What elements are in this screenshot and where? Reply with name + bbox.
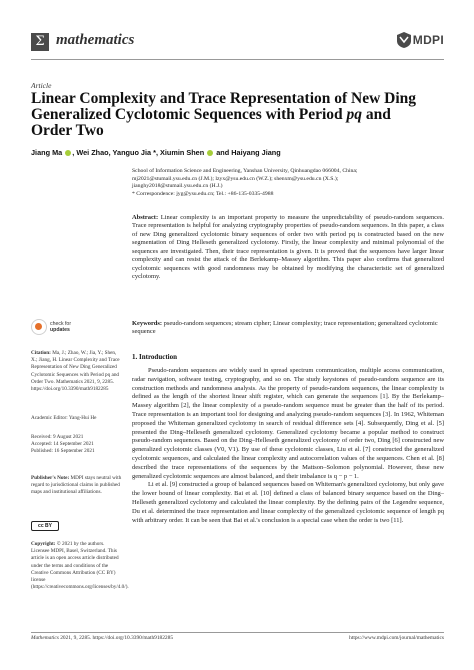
keywords xyxy=(132,320,444,337)
section-heading: 1. Introduction xyxy=(132,353,177,361)
copyright-text: © 2021 by the authors. Licensee MDPI, Basel, Switzerland. This article is an open access article distributed under the terms and conditions of the Creative Commons Attribution (CC BY) license (https://creativecommons.org/licenses/by/4.0/). xyxy=(31,541,129,591)
author-name[interactable]: Wei Zhao, Yanguo Jia *, Xiumin Shen xyxy=(76,148,205,157)
abstract-text: Linear complexity is an important property to measure the unpredictability of pseudo-random sequences. Trace representation is helpful for analyzing cryptography properties of pseudo-random sequences. In this paper, a class of new Ding generalized cyclotomic binary sequences of order two with period pq is constructed based on the new segmentation of Ding Helleseth generalized cyclotomy. Firstly, the linear complexity and minimal polynomial of the sequences are investigated. Then, their trace representation is given. It is proved that the sequences have larger linear complexity and can resist the attack of the Berlekamp–Massey algorithm. This paper also confirms that generalized cyclotomic sequences with good randomness may be obtained by modifying the characteristic set of generalized cyclotomy. xyxy=(132,214,444,281)
updates-label: updates xyxy=(50,327,70,333)
introduction-body xyxy=(132,367,444,525)
publisher-name: MDPI xyxy=(412,33,444,47)
affiliation-emails[interactable]: jianghy2018@stumail.ysu.edu.cn (H.J.) xyxy=(132,183,223,189)
cc-by-license-icon[interactable]: cc BY xyxy=(31,521,59,531)
check-updates-icon[interactable] xyxy=(31,319,47,335)
article-type: Article xyxy=(31,81,52,90)
abstract xyxy=(132,214,444,282)
received-date: Received: 9 August 2021 xyxy=(31,434,84,440)
affiliation-block xyxy=(132,168,444,198)
publication-dates xyxy=(31,434,123,456)
academic-editor: Academic Editor: Yang-Hui He xyxy=(31,415,97,421)
journal-logo-icon: Σ xyxy=(31,33,49,51)
copyright-block xyxy=(31,541,129,591)
abstract-label: Abstract: xyxy=(132,214,159,221)
check-for-updates-badge[interactable] xyxy=(31,319,71,335)
citation-label: Citation: xyxy=(31,350,51,356)
accepted-date: Accepted: 14 September 2021 xyxy=(31,441,94,448)
author-name[interactable]: Jiang Ma xyxy=(31,148,63,157)
mdpi-shield-icon xyxy=(397,32,411,48)
article-title: Linear Complexity and Trace Representation of New Ding Generalized Cyclotomic Sequences with Period pq and Order Two xyxy=(31,90,417,139)
publisher-note xyxy=(31,475,123,497)
citation-text: Ma, J.; Zhao, W.; Jia, Y.; Shen, X.; Jiang, H. Linear Complexity and Trace Representation of New Ding Generalized Cyclotomic Sequences with Period pq and Order Two. Mathematics 2021, 9, 2285. https://doi.org/10.3390/math9182285 xyxy=(31,350,120,393)
publisher-note-label: Publisher's Note: xyxy=(31,475,70,481)
footer-divider xyxy=(31,632,444,633)
keywords-text: pseudo-random sequences; stream cipher; Linear complexity; trace representation; generalized cyclotomic sequence xyxy=(132,320,438,336)
orcid-icon[interactable] xyxy=(207,150,213,156)
affiliation-emails[interactable]: mj2021@stumail.ysu.edu.cn (J.M.); lzyx@ysu.edu.cn (W.Z.); shenxm@ysu.edu.cn (X.S.); xyxy=(132,175,339,182)
citation-block xyxy=(31,350,123,393)
publisher-note-text: MDPI stays neutral with regard to jurisdictional claims in published maps and institutional affiliations. xyxy=(31,475,122,496)
paragraph: Li et al. [9] constructed a group of balanced sequences based on Whiteman's generalized cyclotomy, but only gave the lower bound of linear complexity. Bai et al. [10] defined a class of balanced binary sequence based on the Ding–Helleseth generalized cyclotomy and calculated the linear complexity. By the defining pairs of the Legendre sequence, Du et al. determined the trace representation and linear complexity of the generalized cyclotomic sequence of length pq with arbitrary order. It can be seen that Bai et al.'s conclusion is a special case when the order is two [11]. xyxy=(132,481,444,524)
journal-header xyxy=(31,31,444,53)
check-label: check for xyxy=(50,321,72,327)
footer-citation[interactable]: Mathematics 2021, 9, 2285. https://doi.org/10.3390/math9182285 xyxy=(31,635,174,641)
paragraph: Pseudo-random sequences are widely used in spread spectrum communication, multiple access communication, radar navigation, software testing, cryptography, and so on. The study keystones of pseudo-random sequence are its construction methods and randomness analysis. As the property of pseudo-random sequences, the linear complexity is defined as the length of the shortest linear shift register, which can generate the sequences [1]. By the Berlekamp–Massey algorithm [2], the linear complexity of a pseudo-random sequence must be greater than the half of its period. Trace representation is an important tool for designing and analyzing pseudo-random sequences [3]. In 1962, Whiteman proposed the Whiteman generalized cyclotomy in search of residual difference sets [4]. Subsequently, Ding et al. [5] presented the Ding–Helleseth generalized cyclotomy. Generalized cyclotomy became a popular method to construct pseudo-random sequences. Based on the Ding–Helleseth generalized cyclotomy of order two, Ding [6] constructed new generalized cyclotomic classes (V0, V1). By use of these cyclotomic classes, Liu et al. [7] constructed the generalized cyclotomic sequences, and calculated the linear complexity and autocorrelation values of the sequences. Chen et al. [8] described the trace representations of the sequences by the Mattson–Solomon polynomial. However, these new generalized cyclotomic sequences are almost balanced, and their imbalance is q − p − 1. xyxy=(132,367,444,480)
orcid-icon[interactable] xyxy=(65,150,71,156)
footer-journal-url[interactable]: https://www.mdpi.com/journal/mathematics xyxy=(349,635,444,641)
keywords-label: Keywords: xyxy=(132,320,163,327)
author-name[interactable]: and Haiyang Jiang xyxy=(216,148,281,157)
journal-name: mathematics xyxy=(56,32,135,48)
correspondence[interactable]: * Correspondence: jyg@ysu.edu.cn; Tel.: +86-135-0335-4988 xyxy=(132,190,274,197)
author-list: Jiang Ma , Wei Zhao, Yanguo Jia *, Xiumin Shen and Haiyang Jiang xyxy=(31,148,281,157)
published-date: Published: 16 September 2021 xyxy=(31,448,95,455)
copyright-label: Copyright: xyxy=(31,541,56,547)
affiliation-line: School of Information Science and Engineering, Yanshan University, Qinhuangdao 066004, China; xyxy=(132,168,358,174)
header-divider xyxy=(31,59,444,60)
publisher-logo xyxy=(397,32,444,48)
